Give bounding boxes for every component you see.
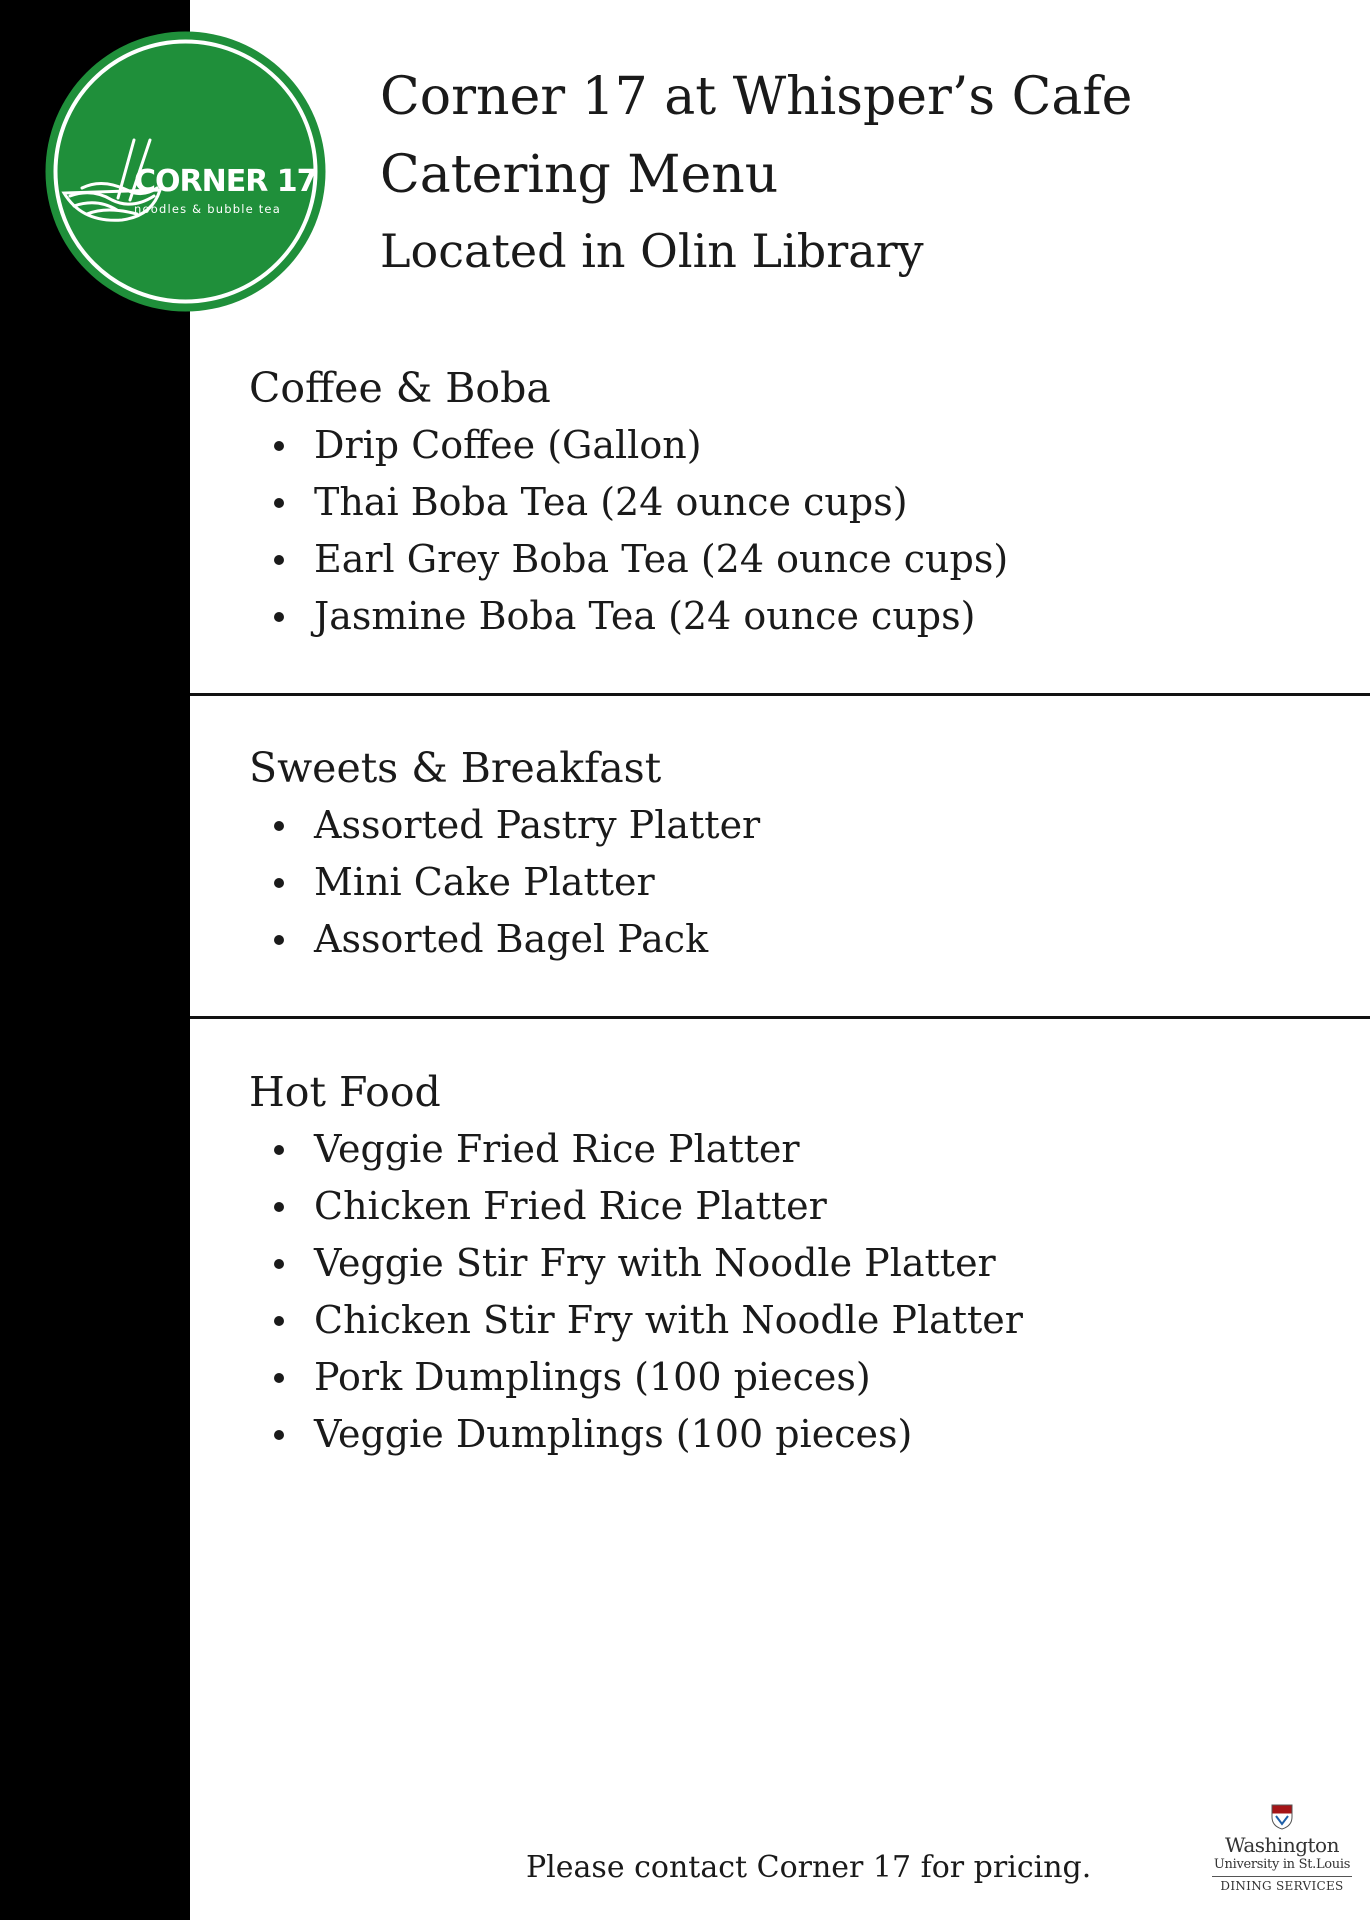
- wustl-dining-services: DINING SERVICES: [1220, 1879, 1344, 1893]
- location-line: Located in Olin Library: [380, 224, 924, 278]
- menu-item-list: [249, 417, 1008, 645]
- bullet-icon: [274, 441, 284, 451]
- bullet-icon: [274, 1202, 284, 1212]
- menu-item: Assorted Bagel Pack: [249, 911, 760, 968]
- menu-item: Earl Grey Boba Tea (24 ounce cups): [249, 531, 1008, 588]
- bullet-icon: [274, 1373, 284, 1383]
- pricing-note: Please contact Corner 17 for pricing.: [526, 1850, 1092, 1885]
- menu-item: Veggie Stir Fry with Noodle Platter: [249, 1235, 1023, 1292]
- wustl-name: Washington: [1225, 1833, 1339, 1857]
- page-title: Corner 17 at Whisper’s Cafe: [380, 67, 1133, 127]
- bullet-icon: [274, 498, 284, 508]
- logo-tagline: noodles & bubble tea: [134, 202, 281, 216]
- bullet-icon: [274, 878, 284, 888]
- menu-item: Chicken Stir Fry with Noodle Platter: [249, 1292, 1023, 1349]
- bullet-icon: [274, 1145, 284, 1155]
- section-divider: [190, 1016, 1370, 1019]
- bullet-icon: [274, 555, 284, 565]
- menu-item-list: [249, 1121, 1023, 1463]
- logo-name: CORNER 17: [134, 164, 317, 199]
- bullet-icon: [274, 1316, 284, 1326]
- bullet-icon: [274, 1430, 284, 1440]
- section-hot-food: [249, 1067, 1023, 1463]
- menu-item: Mini Cake Platter: [249, 854, 760, 911]
- section-title: Hot Food: [249, 1068, 441, 1116]
- wustl-location: University in St.Louis: [1212, 1856, 1352, 1877]
- menu-item-list: [249, 797, 760, 968]
- section-sweets-breakfast: [249, 743, 760, 968]
- menu-item: Assorted Pastry Platter: [249, 797, 760, 854]
- wustl-dining-logo: [1212, 1804, 1352, 1895]
- page-subtitle: Catering Menu: [380, 145, 779, 205]
- university-crest-icon: [1271, 1804, 1293, 1830]
- section-title: Coffee & Boba: [249, 364, 551, 412]
- bullet-icon: [274, 612, 284, 622]
- section-coffee-boba: [249, 363, 1008, 645]
- menu-item: Jasmine Boba Tea (24 ounce cups): [249, 588, 1008, 645]
- menu-item: Pork Dumplings (100 pieces): [249, 1349, 1023, 1406]
- menu-item: Drip Coffee (Gallon): [249, 417, 1008, 474]
- section-divider: [190, 693, 1370, 696]
- menu-item: Veggie Fried Rice Platter: [249, 1121, 1023, 1178]
- corner17-logo: [42, 28, 329, 315]
- bullet-icon: [274, 821, 284, 831]
- corner17-logo-graphic: [42, 28, 329, 315]
- menu-header: [380, 58, 1132, 286]
- bullet-icon: [274, 935, 284, 945]
- menu-item: Chicken Fried Rice Platter: [249, 1178, 1023, 1235]
- menu-item: Thai Boba Tea (24 ounce cups): [249, 474, 1008, 531]
- menu-item: Veggie Dumplings (100 pieces): [249, 1406, 1023, 1463]
- bullet-icon: [274, 1259, 284, 1269]
- section-title: Sweets & Breakfast: [249, 744, 662, 792]
